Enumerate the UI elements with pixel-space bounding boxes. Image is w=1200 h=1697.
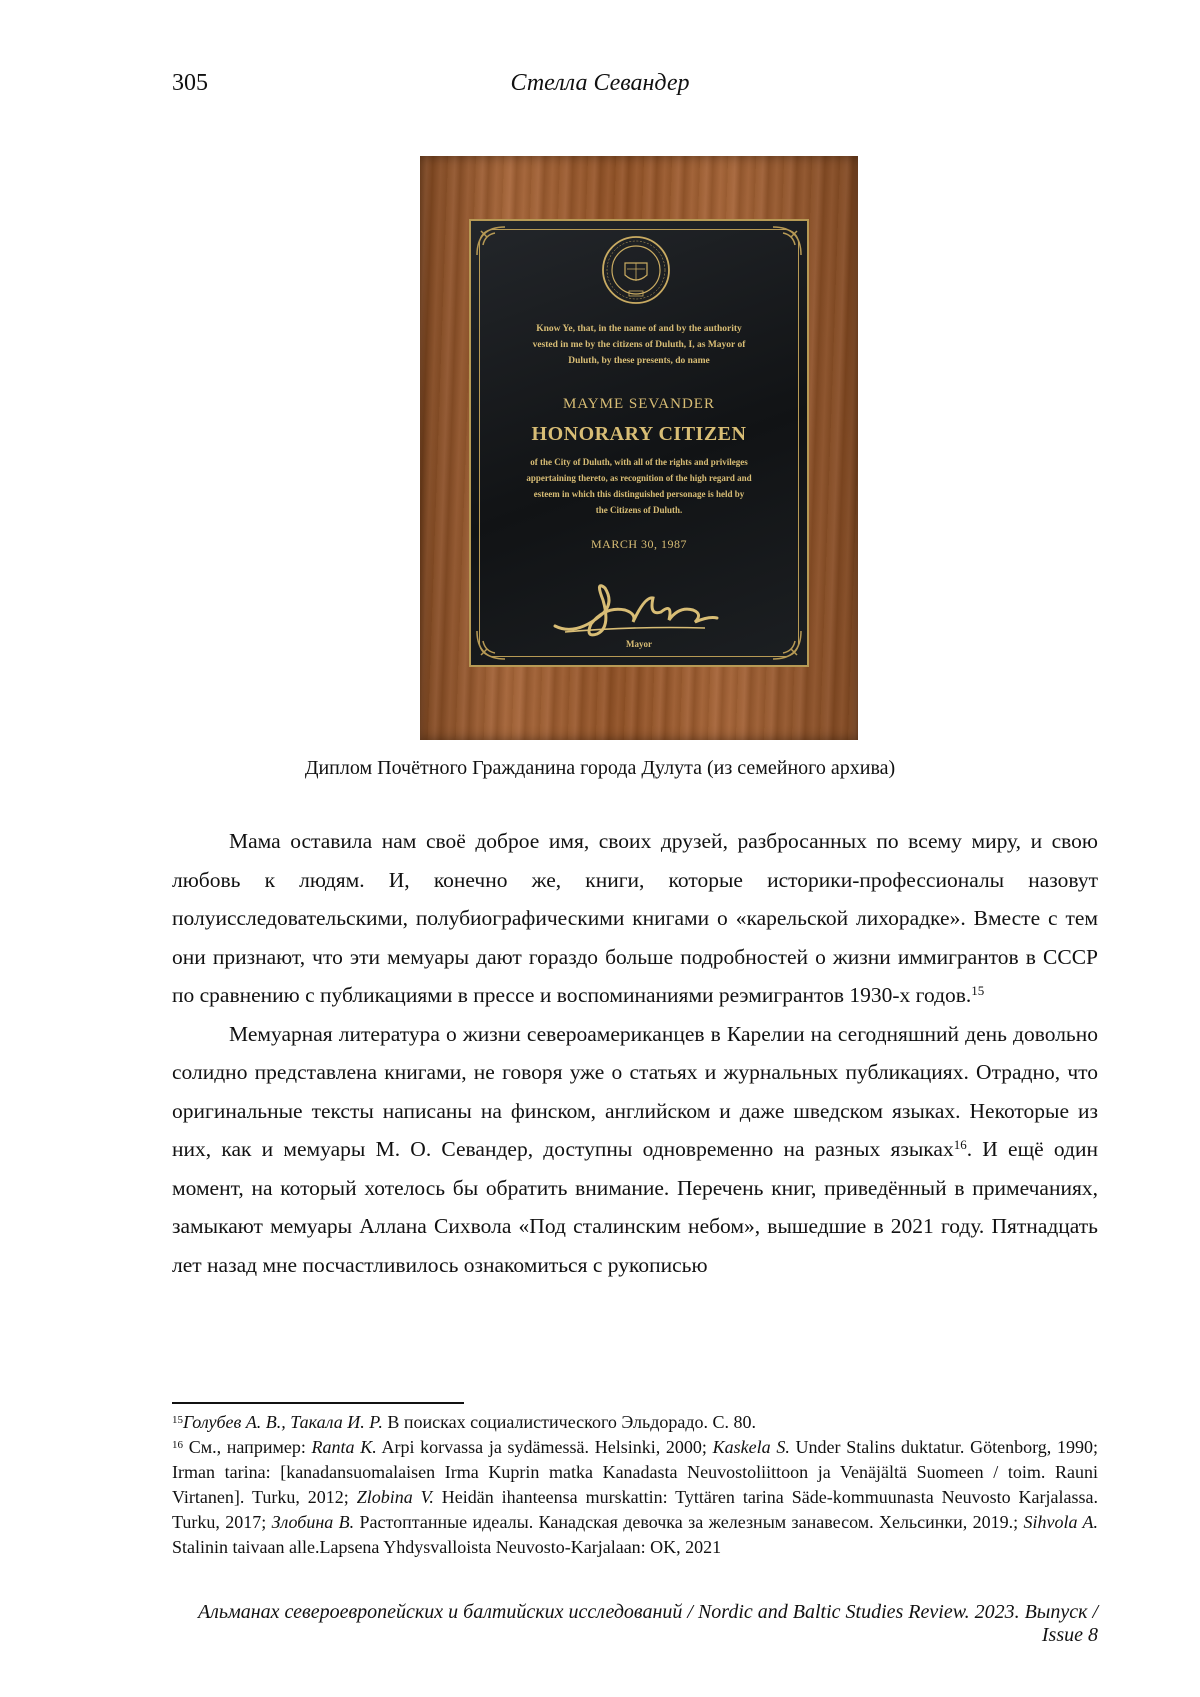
plaque-intro: Know Ye, that, in the name of and by the authority vested in me by the citizens of Duluth, I, as Mayor of Duluth, by these presents, do name <box>532 324 746 366</box>
corner-ornament-icon <box>767 225 803 261</box>
footnotes <box>172 1410 1098 1560</box>
running-title: Стелла Севандер <box>510 70 690 96</box>
signature-icon <box>545 576 725 642</box>
page-number: 305 <box>172 70 208 96</box>
figure-caption: Диплом Почётного Гражданина города Дулута (из семейного архива) <box>304 757 896 779</box>
footnote-ref: 16 <box>953 1137 967 1152</box>
plaque-body: of the City of Duluth, with all of the rights and privileges appertaining thereto, as recognition of the high regard and esteem in which this distinguished personage is held by the Citizens of Duluth. <box>526 457 752 515</box>
footnote-15: $^{15}$Голубев А. В., Такала И. Р. В поисках социалистического Эльдорадо. С. 80. <box>172 1412 757 1432</box>
plaque-title: HONORARY CITIZEN <box>531 423 747 445</box>
plaque-date: MARCH 30, 1987 <box>590 537 687 551</box>
page-footer: Альманах североевропейских и балтийских исследований / Nordic and Baltic Studies Review. 2023. Выпуск / Issue 8 <box>197 1601 1098 1646</box>
footnote-16: $^{16}$ См., например: Ranta K. Arpi korvassa ja sydämessä. Helsinki, 2000; Kaskela S. Under Stalins duktatur. Götenborg, 1990; Irman tarina: [kanadansuomalaisen Irma Kuprin matka Kanadasta Neuvostoliittoon ja Venäjältä Suomeen / toim. Rauni Virtanen]. Turku, 2012; Zlobina V. Heidän ihanteensa murskattin: Tyttären tarina Säde-kommuunasta Neuvosto Karjalassa. Turku, 2017; Злобина В. Растоптанные идеалы. Канадская девочка за железным занавесом. Хельсинки, 2019.; Sihvola A. Stalinin taivaan alle.Lapsena Yhdysvalloista Neuvosto-Karjalaan: OK, 2021 <box>172 1437 1099 1557</box>
city-seal-icon <box>601 235 671 305</box>
footnote-ref: 15 <box>971 983 985 998</box>
paragraph: Мемуарная литература о жизни североамериканцев в Карелии на сегодняшний день довольно солидно представлена книгами, не говоря уже о статьях и журнальных публикациях. Отрадно, что оригинальные тексты написаны на финском, английском и даже шведском языках. Некоторые из них, как и мемуары М. О. Севандер, доступны одновременно на разных языках$^{16}$. И ещё один момент, на который хотелось бы обратить внимание. Перечень книг, приведённый в примечаниях, замыкают мемуары Аллана Сихвола «Под сталинским небом», вышедшие в 2021 году. Пятнадцать лет назад мне посчастливилось ознакомиться с рукописью <box>172 1021 1098 1277</box>
footnote-rule <box>172 1402 464 1404</box>
plaque-photo <box>420 156 858 740</box>
plaque-honoree-name: MAYME SEVANDER <box>563 396 715 412</box>
paragraph: Мама оставила нам своё доброе имя, своих друзей, разбросанных по всему миру, и свою любовь к людям. И, конечно же, книги, которые историки-профессионалы назовут полуисследовательскими, полубиографическими книгами о «карельской лихорадке». Вместе с тем они признают, что эти мемуары дают гораздо больше подробностей о жизни иммигрантов в СССР по сравнению с публикациями в прессе и воспоминаниями реэмигрантов 1930-х годов.$^{15}$ <box>172 829 1098 1007</box>
plaque <box>469 219 809 667</box>
plaque-signer-role: Mayor <box>626 639 652 649</box>
corner-ornament-icon <box>475 225 511 261</box>
body-text <box>172 822 1098 1284</box>
